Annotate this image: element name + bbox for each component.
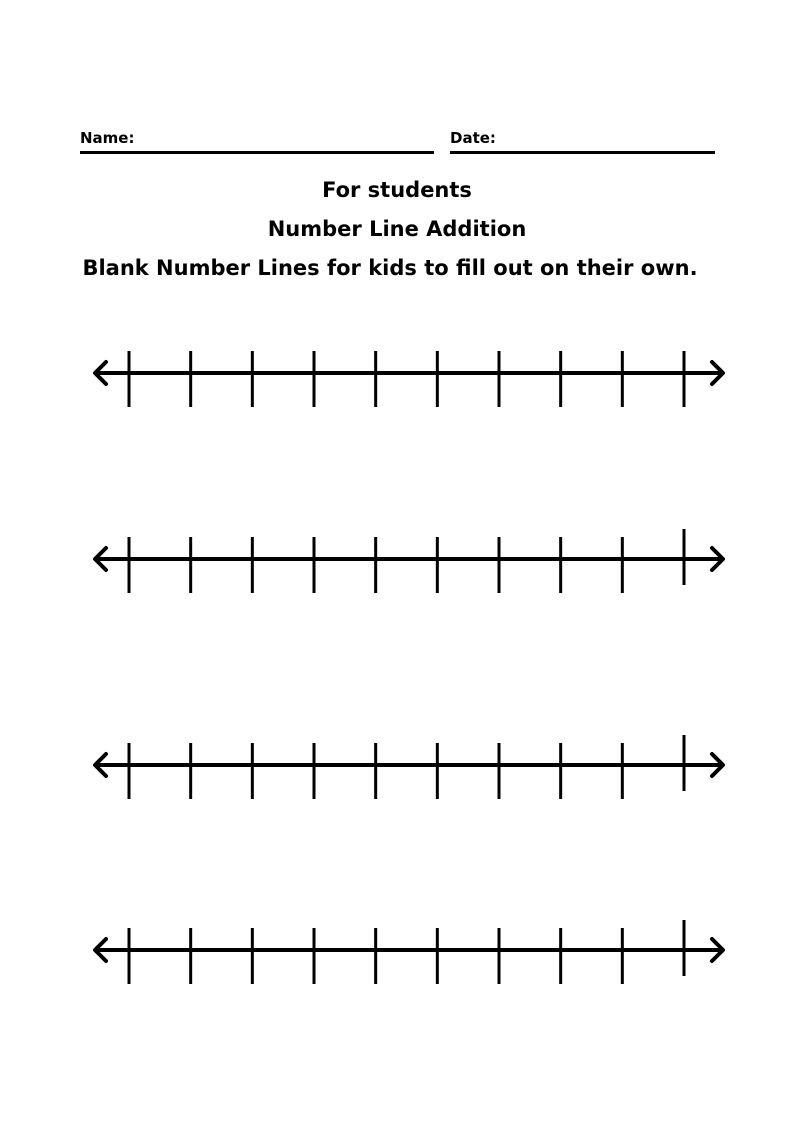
number-line-1 (80, 333, 740, 413)
number-line-3 (80, 725, 740, 805)
date-label: Date: (450, 129, 496, 147)
name-field[interactable] (80, 128, 434, 154)
number-line-2 (80, 519, 740, 599)
worksheet-title: Number Line Addition (267, 217, 527, 241)
worksheet-subtitle: Blank Number Lines for kids to fill out on their own. (82, 256, 698, 280)
heading-audience: For students (322, 178, 472, 202)
name-label: Name: (80, 129, 135, 147)
number-line-4 (80, 910, 740, 990)
date-write-line[interactable] (450, 151, 715, 154)
date-field[interactable] (450, 128, 715, 154)
name-write-line[interactable] (80, 151, 434, 154)
